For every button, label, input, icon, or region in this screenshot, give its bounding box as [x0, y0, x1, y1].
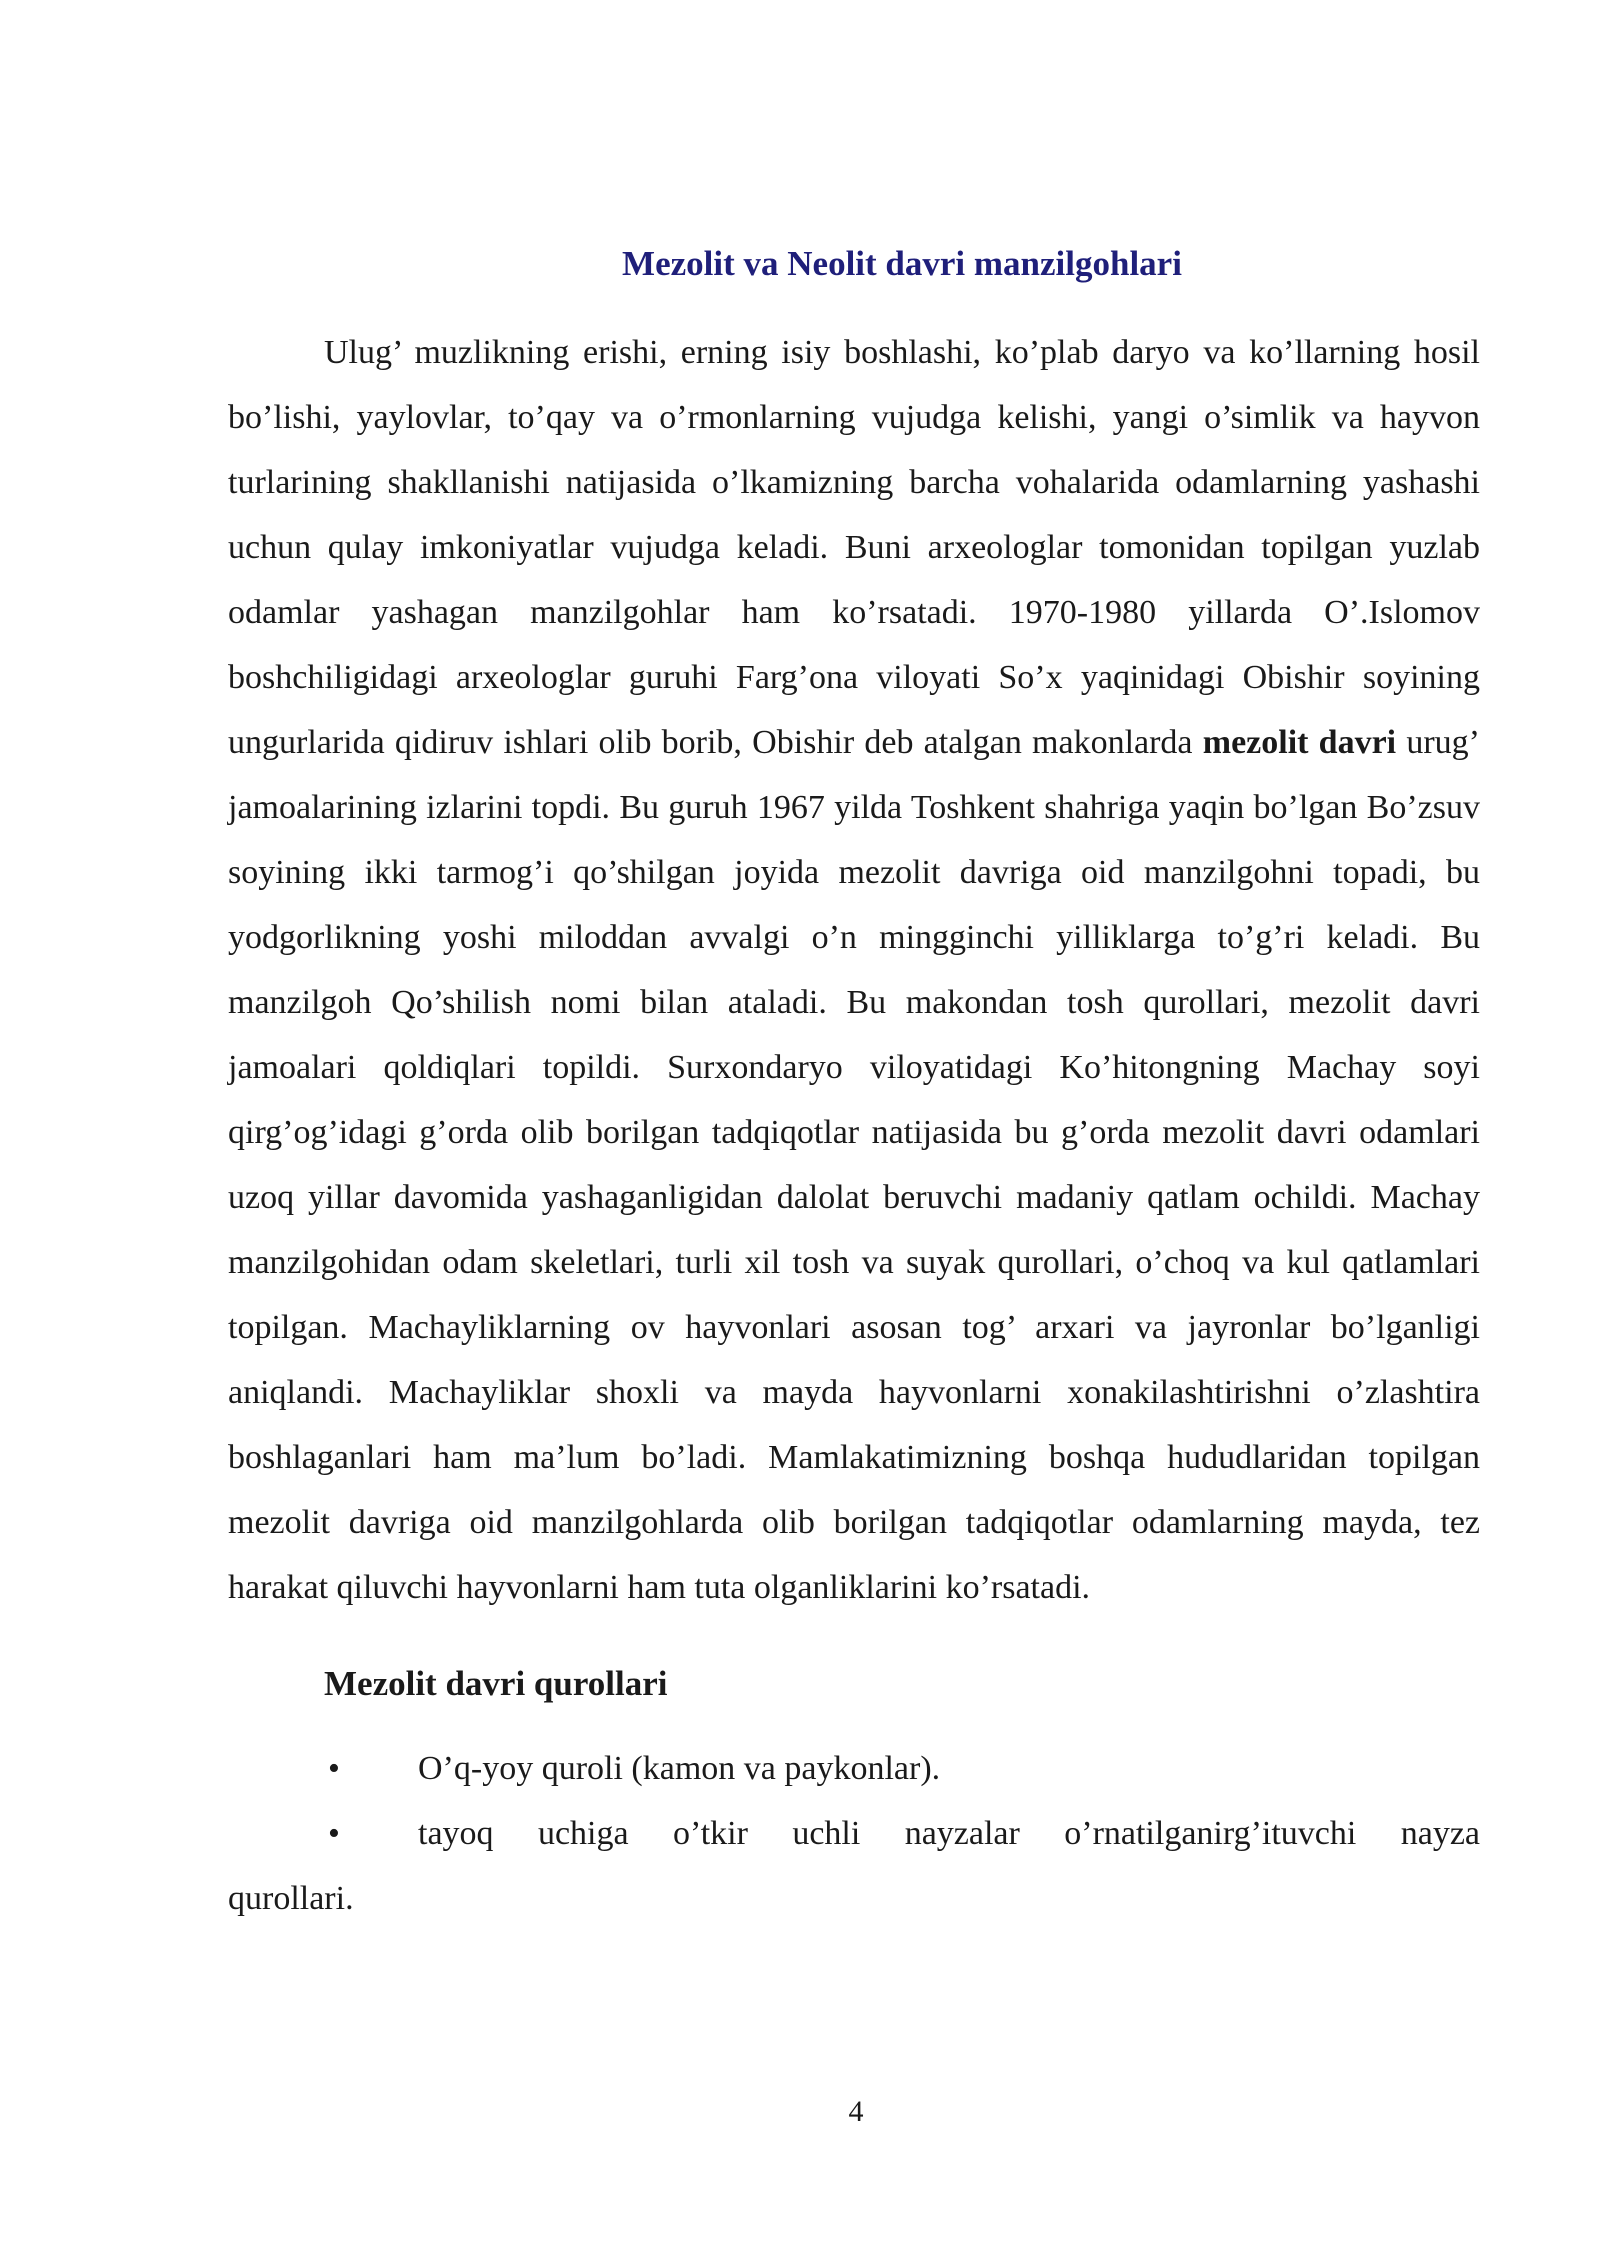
list-item-text: tayoq uchiga o’tkir uchli nayzalar o’rnatilganirg’ituvchi nayza [418, 1815, 1480, 1852]
list-item-continuation: qurollari. [228, 1880, 354, 1917]
section-subheading: Mezolit davri qurollari [324, 1664, 668, 1703]
document-page [228, 240, 1480, 1931]
paragraph-text-part1: Ulug’ muzlikning erishi, erning isiy boshlashi, ko’plab daryo va ko’llarning hosil bo’lishi, yaylovlar, to’qay va o’rmonlarning vujudga kelishi, yangi o’simlik va hayvon turlarining shakllanishi natijasida o’lkamizning barcha vohalarida odamlarning yashashi uchun qulay imkoniyatlar vujudga keladi. Buni arxeologlar tomonidan topilgan yuzlab odamlar yashagan manzilgohlar ham ko’rsatadi. 1970-1980 yillarda O’.Islomov boshchiligidagi arxeologlar guruhi Farg’ona viloyati So’x yaqinidagi Obishir soyining ungurlarida qidiruv ishlari olib borib, Obishir deb atalgan makonlarda [228, 334, 1480, 761]
paragraph-text-part2: urug’ jamoalarining izlarini topdi. Bu guruh 1967 yilda Toshkent shahriga yaqin bo’lgan Bo’zsuv soyining ikki tarmog’i qo’shilgan joyida mezolit davriga oid manzilgohni topadi, bu yodgorlikning yoshi miloddan avvalgi o’n mingginchi yilliklarga to’g’ri keladi. Bu manzilgoh Qo’shilish nomi bilan ataladi. Bu makondan tosh qurollari, mezolit davri jamoalari qoldiqlari topildi. Surxondaryo viloyatidagi Ko’hitongning Machay soyi qirg’og’idagi g’orda olib borilgan tadqiqotlar natijasida bu g’orda mezolit davri odamlari uzoq yillar davomida yashaganligidan dalolat beruvchi madaniy qatlam ochildi. Machay manzilgohidan odam skeletlari, turli xil tosh va suyak qurollari, o’choq va kul qatlamlari topilgan. Machayliklarning ov hayvonlari asosan tog’ arxari va jayronlar bo’lganligi aniqlandi. Machayliklar shoxli va mayda hayvonlarni xonakilashtirishni o’zlashtira boshlaganlari ham ma’lum bo’ladi. Mamlakatimizning boshqa hududlaridan topilgan mezolit davriga oid manzilgohlarda olib borilgan tadqiqotlar odamlarning mayda, tez harakat qiluvchi hayvonlarni ham tuta olganliklarini ko’rsatadi. [228, 724, 1480, 1606]
list-item [228, 1801, 1480, 1866]
bullet-icon: • [328, 1750, 340, 1787]
page-number: 4 [848, 2095, 864, 2128]
bullet-icon: • [328, 1815, 340, 1852]
paragraph-bold-term: mezolit davri [1202, 724, 1397, 761]
main-paragraph [228, 320, 1480, 1620]
list-item-text: O’q-yoy quroli (kamon va paykonlar). [418, 1750, 941, 1787]
document-title: Mezolit va Neolit davri manzilgohlari [622, 244, 1182, 283]
list-item [228, 1736, 1480, 1801]
tools-list [228, 1736, 1480, 1866]
